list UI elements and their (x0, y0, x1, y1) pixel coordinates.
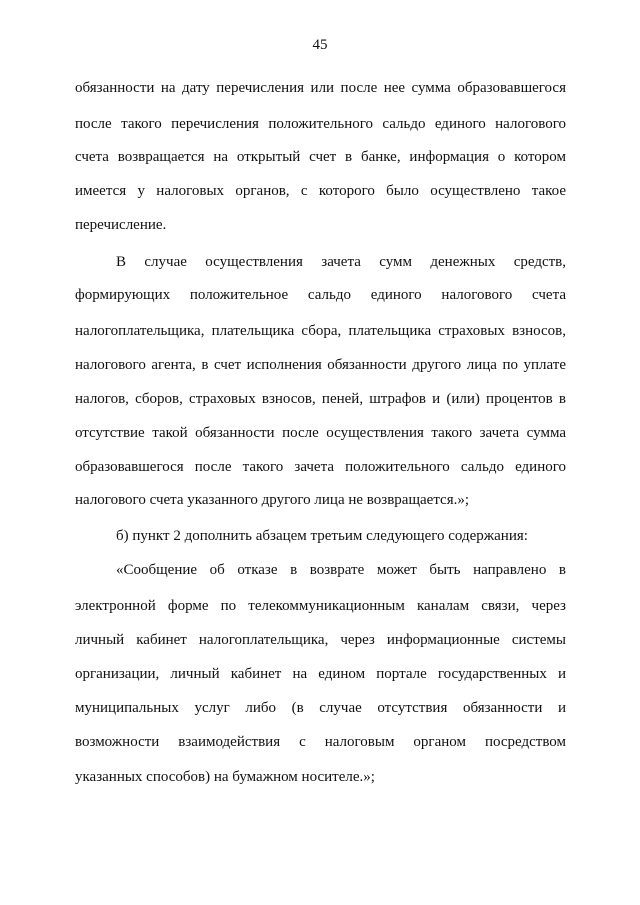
text-line: отсутствие такой обязанности после осуществления такого зачета сумма (75, 425, 566, 441)
text-line: налогового агента, в счет исполнения обязанности другого лица по уплате (75, 357, 566, 373)
text-line: указанных способов) на бумажном носителе.»; (75, 769, 375, 785)
text-line: личный кабинет налогоплательщика, через информационные системы (75, 632, 566, 648)
text-line: «Сообщение об отказе в возврате может быть направлено в (116, 562, 566, 578)
text-line: налогового счета указанного другого лица не возвращается.»; (75, 492, 470, 508)
text-line: организации, личный кабинет на едином портале государственных и (75, 666, 566, 682)
text-line: б) пункт 2 дополнить абзацем третьим следующего содержания: (116, 528, 528, 544)
text-line: налогоплательщика, плательщика сбора, плательщика страховых взносов, (75, 323, 566, 339)
text-line: В случае осуществления зачета сумм денежных средств, (116, 254, 566, 270)
text-line: счета возвращается на открытый счет в банке, информация о котором (75, 149, 566, 165)
text-line: формирующих положительное сальдо единого налогового счета (75, 287, 566, 303)
text-line: налогов, сборов, страховых взносов, пеней, штрафов и (или) процентов в (75, 391, 566, 407)
text-line: возможности взаимодействия с налоговым органом посредством (75, 734, 566, 750)
text-line: муниципальных услуг либо (в случае отсутствия обязанности и (75, 700, 566, 716)
page-number: 45 (312, 37, 328, 53)
text-line: электронной форме по телекоммуникационным каналам связи, через (75, 598, 566, 614)
text-line: образовавшегося после такого зачета положительного сальдо единого (75, 459, 566, 475)
text-line: после такого перечисления положительного сальдо единого налогового (75, 116, 566, 132)
text-line: перечисление. (75, 217, 167, 233)
text-line: обязанности на дату перечисления или после нее сумма образовавшегося (75, 80, 566, 96)
text-line: имеется у налоговых органов, с которого было осуществлено такое (75, 183, 566, 199)
